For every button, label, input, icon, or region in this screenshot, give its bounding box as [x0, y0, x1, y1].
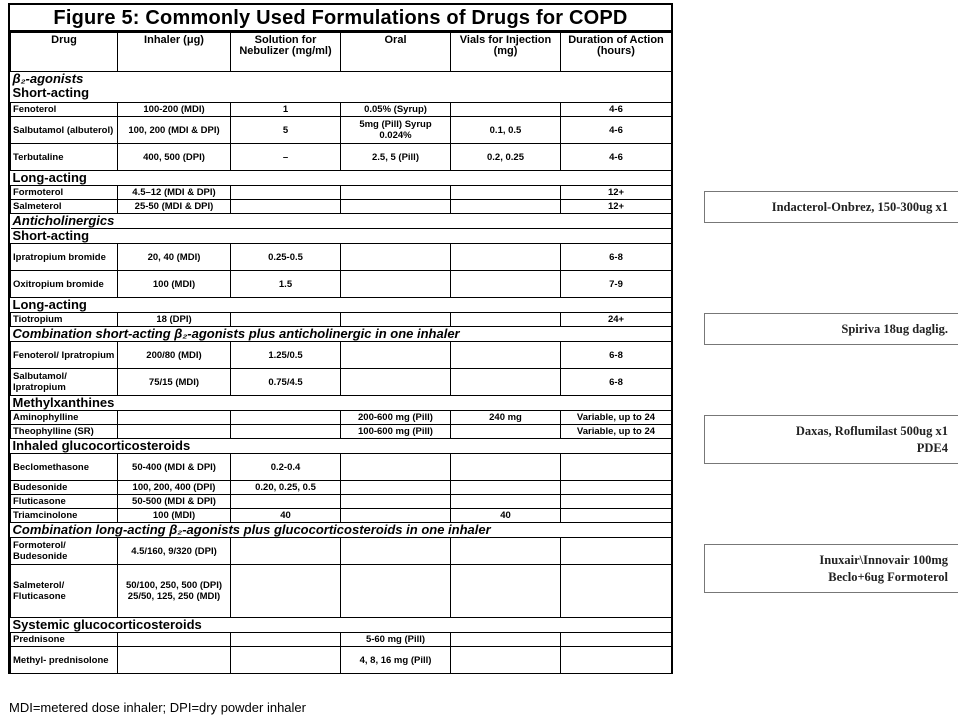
- figure-title: Figure 5: Commonly Used Formulations of Drugs for COPD: [10, 5, 671, 32]
- col-header-nebulizer: Solution for Nebulizer (mg/ml): [231, 33, 341, 72]
- table-row: [11, 633, 672, 647]
- duration-cell: 4-6: [561, 117, 672, 144]
- oral-cell: [341, 454, 451, 481]
- duration-cell: [561, 495, 672, 509]
- oral-cell: 100-600 mg (Pill): [341, 425, 451, 439]
- table-row: [11, 342, 672, 369]
- nebulizer-cell: –: [231, 144, 341, 171]
- injection-cell: [451, 342, 561, 369]
- injection-cell: 240 mg: [451, 411, 561, 425]
- section-systemic-gc: [11, 618, 672, 633]
- duration-cell: [561, 454, 672, 481]
- table-row: [11, 538, 672, 565]
- table-row: [11, 369, 672, 396]
- oral-cell: 5-60 mg (Pill): [341, 633, 451, 647]
- oral-cell: [341, 313, 451, 327]
- oral-cell: [341, 565, 451, 618]
- duration-cell: 7-9: [561, 271, 672, 298]
- injection-cell: [451, 454, 561, 481]
- drug-cell: Fenoterol: [11, 103, 118, 117]
- section-title-inhaled-gc: Inhaled glucocorticosteroids: [11, 439, 672, 454]
- drug-cell: Fenoterol/ Ipratropium: [11, 342, 118, 369]
- table-row: [11, 565, 672, 618]
- section-title-short-acting: Short-acting: [12, 85, 90, 100]
- nebulizer-cell: [231, 538, 341, 565]
- oral-cell: 4, 8, 16 mg (Pill): [341, 647, 451, 674]
- injection-cell: [451, 565, 561, 618]
- col-header-oral: Oral: [341, 33, 451, 72]
- nebulizer-cell: [231, 411, 341, 425]
- table-row: [11, 244, 672, 271]
- section-combo-short: [11, 327, 672, 342]
- col-header-injection: Vials for Injection (mg): [451, 33, 561, 72]
- inhaler-cell: 100, 200 (MDI & DPI): [118, 117, 231, 144]
- duration-cell: [561, 538, 672, 565]
- inhaler-cell: 200/80 (MDI): [118, 342, 231, 369]
- duration-cell: 12+: [561, 186, 672, 200]
- note-indacterol: [704, 191, 958, 223]
- drug-formulation-table: [10, 32, 672, 674]
- table-row: [11, 200, 672, 214]
- drug-cell: Salbutamol (albuterol): [11, 117, 118, 144]
- section-combo-long: [11, 523, 672, 538]
- injection-cell: [451, 103, 561, 117]
- table-row: [11, 454, 672, 481]
- injection-cell: 0.2, 0.25: [451, 144, 561, 171]
- inhaler-cell: 100 (MDI): [118, 271, 231, 298]
- duration-cell: [561, 633, 672, 647]
- injection-cell: [451, 200, 561, 214]
- nebulizer-cell: 1.5: [231, 271, 341, 298]
- injection-cell: [451, 425, 561, 439]
- note-daxas-line2: PDE4: [916, 441, 948, 455]
- inhaler-cell: 100 (MDI): [118, 509, 231, 523]
- drug-cell: Budesonide: [11, 481, 118, 495]
- nebulizer-cell: 1.25/0.5: [231, 342, 341, 369]
- nebulizer-cell: 0.20, 0.25, 0.5: [231, 481, 341, 495]
- col-header-drug: Drug: [11, 33, 118, 72]
- oral-cell: [341, 369, 451, 396]
- inhaler-cell: [118, 633, 231, 647]
- table-row: [11, 495, 672, 509]
- drug-cell: Formoterol/ Budesonide: [11, 538, 118, 565]
- oral-cell: [341, 342, 451, 369]
- table-row: [11, 313, 672, 327]
- section-anticholinergics: [11, 214, 672, 229]
- injection-cell: [451, 633, 561, 647]
- inhaler-cell: 400, 500 (DPI): [118, 144, 231, 171]
- section-title-combo-long: Combination long-acting β₂-agonists plus glucocorticosteroids in one inhaler: [11, 523, 672, 538]
- duration-cell: 6-8: [561, 369, 672, 396]
- injection-cell: [451, 538, 561, 565]
- table-row: [11, 117, 672, 144]
- oral-cell: [341, 538, 451, 565]
- oral-cell: [341, 244, 451, 271]
- injection-cell: [451, 313, 561, 327]
- section-long-acting: [11, 171, 672, 186]
- inhaler-cell: [118, 647, 231, 674]
- note-inuxair-line1: Inuxair\Innovair 100mg: [819, 553, 948, 567]
- oral-cell: 5mg (Pill) Syrup 0.024%: [341, 117, 451, 144]
- table-row: [11, 186, 672, 200]
- section-title-beta2: β₂-agonists: [12, 71, 84, 86]
- table-row: [11, 103, 672, 117]
- duration-cell: 6-8: [561, 342, 672, 369]
- duration-cell: Variable, up to 24: [561, 411, 672, 425]
- nebulizer-cell: [231, 313, 341, 327]
- oral-cell: [341, 271, 451, 298]
- section-title-long-acting-2: Long-acting: [11, 298, 672, 313]
- section-title-combo-short: Combination short-acting β₂-agonists plus anticholinergic in one inhaler: [11, 327, 672, 342]
- table-row: [11, 509, 672, 523]
- drug-cell: Methyl- prednisolone: [11, 647, 118, 674]
- duration-cell: [561, 565, 672, 618]
- drug-cell: Tiotropium: [11, 313, 118, 327]
- section-title-methylxanthines: Methylxanthines: [11, 396, 672, 411]
- nebulizer-cell: [231, 633, 341, 647]
- note-inuxair: [704, 544, 958, 593]
- inhaler-cell: 18 (DPI): [118, 313, 231, 327]
- oral-cell: [341, 481, 451, 495]
- injection-cell: 0.1, 0.5: [451, 117, 561, 144]
- section-anti-long: [11, 298, 672, 313]
- col-header-duration: Duration of Action (hours): [561, 33, 672, 72]
- injection-cell: [451, 369, 561, 396]
- inhaler-cell: 100, 200, 400 (DPI): [118, 481, 231, 495]
- oral-cell: [341, 509, 451, 523]
- duration-cell: 6-8: [561, 244, 672, 271]
- nebulizer-cell: [231, 200, 341, 214]
- table-row: [11, 647, 672, 674]
- inhaler-cell: 50/100, 250, 500 (DPI) 25/50, 125, 250 (MDI): [118, 565, 231, 618]
- nebulizer-cell: 5: [231, 117, 341, 144]
- table-row: [11, 425, 672, 439]
- figure-footnote: MDI=metered dose inhaler; DPI=dry powder inhaler: [9, 700, 306, 715]
- inhaler-cell: 25-50 (MDI & DPI): [118, 200, 231, 214]
- nebulizer-cell: 1: [231, 103, 341, 117]
- section-title-long-acting: Long-acting: [11, 171, 672, 186]
- table-row: [11, 144, 672, 171]
- oral-cell: [341, 186, 451, 200]
- oral-cell: 0.05% (Syrup): [341, 103, 451, 117]
- nebulizer-cell: [231, 565, 341, 618]
- injection-cell: [451, 244, 561, 271]
- drug-cell: Terbutaline: [11, 144, 118, 171]
- nebulizer-cell: [231, 425, 341, 439]
- drug-cell: Fluticasone: [11, 495, 118, 509]
- col-header-inhaler: Inhaler (μg): [118, 33, 231, 72]
- table-row: [11, 481, 672, 495]
- inhaler-cell: [118, 425, 231, 439]
- inhaler-cell: 100-200 (MDI): [118, 103, 231, 117]
- drug-cell: Beclomethasone: [11, 454, 118, 481]
- inhaler-cell: 50-500 (MDI & DPI): [118, 495, 231, 509]
- oral-cell: 2.5, 5 (Pill): [341, 144, 451, 171]
- table-row: [11, 411, 672, 425]
- drug-cell: Theophylline (SR): [11, 425, 118, 439]
- section-inhaled-gc: [11, 439, 672, 454]
- nebulizer-cell: [231, 186, 341, 200]
- inhaler-cell: 4.5/160, 9/320 (DPI): [118, 538, 231, 565]
- duration-cell: 24+: [561, 313, 672, 327]
- drug-cell: Triamcinolone: [11, 509, 118, 523]
- oral-cell: [341, 200, 451, 214]
- inhaler-cell: 75/15 (MDI): [118, 369, 231, 396]
- drug-cell: Salmeterol/ Fluticasone: [11, 565, 118, 618]
- oral-cell: 200-600 mg (Pill): [341, 411, 451, 425]
- note-daxas: [704, 415, 958, 464]
- drug-cell: Formoterol: [11, 186, 118, 200]
- figure-frame: [8, 3, 673, 674]
- inhaler-cell: 4.5–12 (MDI & DPI): [118, 186, 231, 200]
- nebulizer-cell: [231, 647, 341, 674]
- injection-cell: [451, 481, 561, 495]
- nebulizer-cell: [231, 495, 341, 509]
- duration-cell: 12+: [561, 200, 672, 214]
- note-indacterol-text: Indacterol-Onbrez, 150-300ug x1: [771, 200, 948, 214]
- drug-cell: Prednisone: [11, 633, 118, 647]
- note-daxas-line1: Daxas, Roflumilast 500ug x1: [795, 424, 948, 438]
- injection-cell: 40: [451, 509, 561, 523]
- note-spiriva-text: Spiriva 18ug daglig.: [841, 322, 948, 336]
- duration-cell: 4-6: [561, 103, 672, 117]
- drug-cell: Oxitropium bromide: [11, 271, 118, 298]
- drug-cell: Ipratropium bromide: [11, 244, 118, 271]
- nebulizer-cell: 0.25-0.5: [231, 244, 341, 271]
- injection-cell: [451, 186, 561, 200]
- nebulizer-cell: 0.2-0.4: [231, 454, 341, 481]
- inhaler-cell: [118, 411, 231, 425]
- note-spiriva: [704, 313, 958, 345]
- duration-cell: [561, 647, 672, 674]
- duration-cell: 4-6: [561, 144, 672, 171]
- section-title-anticholinergics: Anticholinergics: [11, 214, 672, 229]
- nebulizer-cell: 40: [231, 509, 341, 523]
- section-title-short-acting-2: Short-acting: [11, 229, 672, 244]
- injection-cell: [451, 647, 561, 674]
- note-inuxair-line2: Beclo+6ug Formoterol: [828, 570, 948, 584]
- section-anti-short: [11, 229, 672, 244]
- table-header-row: [11, 33, 672, 72]
- duration-cell: [561, 509, 672, 523]
- nebulizer-cell: 0.75/4.5: [231, 369, 341, 396]
- section-methylxanthines: [11, 396, 672, 411]
- injection-cell: [451, 495, 561, 509]
- duration-cell: [561, 481, 672, 495]
- duration-cell: Variable, up to 24: [561, 425, 672, 439]
- section-beta2-short: [11, 72, 672, 103]
- drug-cell: Salbutamol/ Ipratropium: [11, 369, 118, 396]
- injection-cell: [451, 271, 561, 298]
- oral-cell: [341, 495, 451, 509]
- section-title-systemic-gc: Systemic glucocorticosteroids: [11, 618, 672, 633]
- table-row: [11, 271, 672, 298]
- inhaler-cell: 20, 40 (MDI): [118, 244, 231, 271]
- drug-cell: Aminophylline: [11, 411, 118, 425]
- drug-cell: Salmeterol: [11, 200, 118, 214]
- inhaler-cell: 50-400 (MDI & DPI): [118, 454, 231, 481]
